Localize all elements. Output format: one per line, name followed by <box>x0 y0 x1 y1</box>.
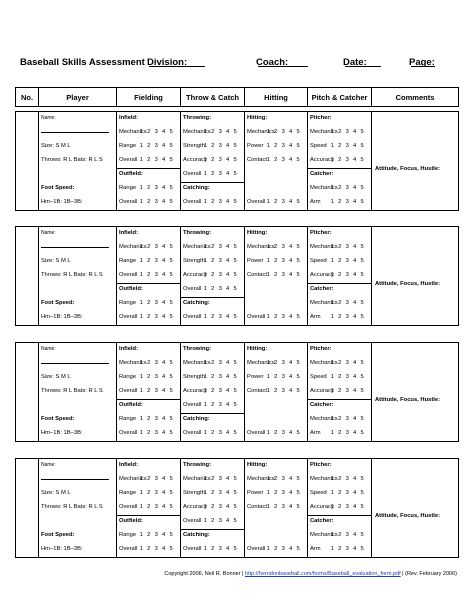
rating-scale[interactable]: 1 2 3 4 5 <box>330 143 365 149</box>
catcher-label: Catcher: <box>310 402 334 408</box>
pitcher-mechanics-rating[interactable]: Mechanics 1 2 3 4 5 <box>310 360 365 366</box>
fielding-cell <box>117 459 181 558</box>
hitting-contact-rating[interactable]: Contact 1 2 3 4 5 <box>247 388 301 394</box>
throwing-strength-rating[interactable]: Strength 1 2 3 4 5 <box>183 490 238 496</box>
throwing-strength-rating[interactable]: Strength 1 2 3 4 5 <box>183 374 238 380</box>
name-label: Name: <box>41 115 56 121</box>
footer-url-link[interactable]: http://herndonbaseball.com/forms/Baseball_evaluation_form.pdf <box>245 571 401 577</box>
col-no: No. <box>16 88 39 107</box>
foot-speed-label: Foot Speed: <box>41 185 75 191</box>
rating-scale[interactable]: 1 2 3 4 5 <box>139 546 174 552</box>
catcher-arm-rating[interactable]: Arm 1 2 3 4 5 <box>310 430 365 436</box>
pitcher-mechanics-rating[interactable]: Mechanics 1 2 3 4 5 <box>310 129 365 135</box>
rating-scale[interactable]: 1 2 3 4 5 <box>330 490 365 496</box>
rating-scale[interactable]: 1 2 3 4 5 <box>266 476 301 482</box>
rating-scale[interactable]: 1 2 3 4 5 <box>330 129 365 135</box>
comments-cell <box>372 227 459 326</box>
rating-scale[interactable]: 1 2 3 4 5 <box>139 416 174 422</box>
catcher-mechanics-rating[interactable]: Mechanics 1 2 3 4 5 <box>310 532 365 538</box>
pitcher-accuracy-rating[interactable]: Accuracy 1 2 3 4 5 <box>310 388 365 394</box>
rating-scale[interactable]: 1 2 3 4 5 <box>203 286 238 292</box>
hitting-cell <box>245 343 308 442</box>
rating-scale[interactable]: 1 2 3 4 5 <box>330 258 365 264</box>
rating-scale[interactable]: 1 2 3 4 5 <box>330 300 365 306</box>
rating-scale[interactable]: 1 2 3 4 5 <box>330 504 365 510</box>
throwing-strength-rating[interactable]: Strength 1 2 3 4 5 <box>183 143 238 149</box>
attitude-label: Attitude, Focus, Hustle: <box>375 397 441 403</box>
row-number-cell <box>16 343 39 442</box>
throwing-overall-rating[interactable]: Overall 1 2 3 4 5 <box>183 402 238 408</box>
catcher-arm-rating[interactable]: Arm 1 2 3 4 5 <box>310 199 365 205</box>
catcher-arm-rating[interactable]: Arm 1 2 3 4 5 <box>310 546 365 552</box>
rating-scale[interactable]: 1 2 3 4 5 <box>330 476 365 482</box>
name-input-line[interactable] <box>41 363 109 364</box>
rating-scale[interactable]: 1 2 3 4 5 <box>266 143 301 149</box>
rating-scale[interactable]: 1 2 3 4 5 <box>330 199 365 205</box>
rating-scale[interactable]: 1 2 3 4 5 <box>203 374 238 380</box>
rating-scale[interactable]: 1 2 3 4 5 <box>203 171 238 177</box>
player-cell <box>39 112 117 211</box>
rating-scale[interactable]: 1 2 3 4 5 <box>266 388 301 394</box>
throws-bats-options: Throws: R L Bats: R L S <box>41 504 103 510</box>
hitting-cell <box>245 112 308 211</box>
col-fielding: Fielding <box>117 88 181 107</box>
outfield-range-rating[interactable]: Range 1 2 3 4 5 <box>119 185 174 191</box>
rating-scale[interactable]: 1 2 3 4 5 <box>266 157 301 163</box>
fielding-cell <box>117 227 181 326</box>
rating-scale[interactable]: 1 2 3 4 5 <box>139 314 174 320</box>
hitting-cell <box>245 227 308 326</box>
attitude-label: Attitude, Focus, Hustle: <box>375 166 441 172</box>
pitcher-label: Pitcher: <box>310 462 332 468</box>
pitcher-speed-rating[interactable]: Speed 1 2 3 4 5 <box>310 490 365 496</box>
rating-scale[interactable]: 1 2 3 4 5 <box>203 143 238 149</box>
assessment-block <box>15 111 459 211</box>
throwing-mechanics-rating[interactable]: Mechanics 1 2 3 4 5 <box>183 244 238 250</box>
rating-scale[interactable]: 1 2 3 4 5 <box>266 374 301 380</box>
rating-scale[interactable]: 1 2 3 4 5 <box>203 546 238 552</box>
pitcher-accuracy-rating[interactable]: Accuracy 1 2 3 4 5 <box>310 272 365 278</box>
outfield-overall-rating[interactable]: Overall 1 2 3 4 5 <box>119 430 174 436</box>
fielding-cell <box>117 112 181 211</box>
outfield-overall-rating[interactable]: Overall 1 2 3 4 5 <box>119 199 174 205</box>
rating-scale[interactable]: 1 2 3 4 5 <box>330 185 365 191</box>
row-number-cell <box>16 112 39 211</box>
throwing-strength-rating[interactable]: Strength 1 2 3 4 5 <box>183 258 238 264</box>
size-options: Size: S M L <box>41 374 71 380</box>
size-options: Size: S M L <box>41 490 71 496</box>
comments-cell <box>372 459 459 558</box>
infield-mechanics-rating[interactable]: Mechanics 1 2 3 4 5 <box>119 129 174 135</box>
hitting-overall-rating[interactable]: Overall 1 2 3 4 5 <box>247 314 301 320</box>
rating-scale[interactable]: 1 2 3 4 5 <box>203 272 238 278</box>
throws-bats-options: Throws: R L Bats: R L S <box>41 388 103 394</box>
throws-bats-options: Throws: R L Bats: R L S <box>41 272 103 278</box>
rating-scale[interactable]: 1 2 3 4 5 <box>266 314 301 320</box>
pitcher-accuracy-rating[interactable]: Accuracy 1 2 3 4 5 <box>310 157 365 163</box>
rating-scale[interactable]: 1 2 3 4 5 <box>266 199 301 205</box>
rating-scale[interactable]: 1 2 3 4 5 <box>330 360 365 366</box>
base-times-label: Hm–1B: 1B–3B: <box>41 314 83 320</box>
rating-scale[interactable]: 1 2 3 4 5 <box>266 546 301 552</box>
infield-overall-rating[interactable]: Overall 1 2 3 4 5 <box>119 388 174 394</box>
hitting-power-rating[interactable]: Power 1 2 3 4 5 <box>247 143 301 149</box>
rating-scale[interactable]: 1 2 3 4 5 <box>203 518 238 524</box>
rating-scale[interactable]: 1 2 3 4 5 <box>203 490 238 496</box>
foot-speed-label: Foot Speed: <box>41 300 75 306</box>
rating-scale[interactable]: 1 2 3 4 5 <box>203 504 238 510</box>
catcher-label: Catcher: <box>310 171 334 177</box>
rating-scale[interactable]: 1 2 3 4 5 <box>139 129 174 135</box>
infield-mechanics-rating[interactable]: Mechanics 1 2 3 4 5 <box>119 360 174 366</box>
attitude-label: Attitude, Focus, Hustle: <box>375 281 441 287</box>
hitting-overall-rating[interactable]: Overall 1 2 3 4 5 <box>247 199 301 205</box>
name-input-line[interactable] <box>41 479 109 480</box>
hitting-power-rating[interactable]: Power 1 2 3 4 5 <box>247 490 301 496</box>
throwing-accuracy-rating[interactable]: Accuracy 1 2 3 4 5 <box>183 272 238 278</box>
fielding-cell <box>117 343 181 442</box>
throwing-overall-rating[interactable]: Overall 1 2 3 4 5 <box>183 171 238 177</box>
col-throw-catch: Throw & Catch <box>181 88 245 107</box>
throwing-label: Throwing: <box>183 346 212 352</box>
hitting-contact-rating[interactable]: Contact 1 2 3 4 5 <box>247 157 301 163</box>
division-blank[interactable] <box>149 57 205 67</box>
catching-label: Catching: <box>183 185 210 191</box>
pitcher-label: Pitcher: <box>310 346 332 352</box>
foot-speed-label: Foot Speed: <box>41 532 75 538</box>
rating-scale[interactable]: 1 2 3 4 5 <box>139 504 174 510</box>
pitcher-speed-rating[interactable]: Speed 1 2 3 4 5 <box>310 258 365 264</box>
rating-scale[interactable]: 1 2 3 4 5 <box>330 532 365 538</box>
catching-overall-rating[interactable]: Overall 1 2 3 4 5 <box>183 314 238 320</box>
rating-scale[interactable]: 1 2 3 4 5 <box>139 476 174 482</box>
pitcher-speed-rating[interactable]: Speed 1 2 3 4 5 <box>310 374 365 380</box>
throw-catch-cell <box>181 112 245 211</box>
hitting-cell <box>245 459 308 558</box>
infield-overall-rating[interactable]: Overall 1 2 3 4 5 <box>119 272 174 278</box>
hitting-mechanics-rating[interactable]: Mechanics 1 2 3 4 5 <box>247 129 301 135</box>
infield-range-rating[interactable]: Range 1 2 3 4 5 <box>119 490 174 496</box>
rating-scale[interactable]: 1 2 3 4 5 <box>203 258 238 264</box>
rating-scale[interactable]: 1 2 3 4 5 <box>266 430 301 436</box>
rating-scale[interactable]: 1 2 3 4 5 <box>203 388 238 394</box>
attitude-label: Attitude, Focus, Hustle: <box>375 513 441 519</box>
hitting-contact-rating[interactable]: Contact 1 2 3 4 5 <box>247 504 301 510</box>
rating-scale[interactable]: 1 2 3 4 5 <box>266 129 301 135</box>
hitting-overall-rating[interactable]: Overall 1 2 3 4 5 <box>247 430 301 436</box>
catching-label: Catching: <box>183 300 210 306</box>
throwing-mechanics-rating[interactable]: Mechanics 1 2 3 4 5 <box>183 129 238 135</box>
foot-speed-label: Foot Speed: <box>41 416 75 422</box>
throwing-mechanics-rating[interactable]: Mechanics 1 2 3 4 5 <box>183 476 238 482</box>
pitcher-mechanics-rating[interactable]: Mechanics 1 2 3 4 5 <box>310 244 365 250</box>
rating-scale[interactable]: 1 2 3 4 5 <box>330 314 365 320</box>
outfield-label: Outfield: <box>119 402 143 408</box>
column-header-table <box>15 87 459 107</box>
name-label: Name: <box>41 462 56 468</box>
rating-scale[interactable]: 1 2 3 4 5 <box>203 157 238 163</box>
catching-label: Catching: <box>183 532 210 538</box>
col-comments: Comments <box>372 88 459 107</box>
form-header: Baseball Skills Assessment Division: Coach: Date: Page: <box>20 57 435 68</box>
coach-blank[interactable] <box>258 57 308 67</box>
form-title: Baseball Skills Assessment <box>20 57 145 68</box>
col-pitch-catcher: Pitch & Catcher <box>308 88 372 107</box>
hitting-mechanics-rating[interactable]: Mechanics 1 2 3 4 5 <box>247 244 301 250</box>
base-times-label: Hm–1B: 1B–3B: <box>41 546 83 552</box>
rating-scale[interactable]: 1 2 3 4 5 <box>330 388 365 394</box>
throwing-label: Throwing: <box>183 115 212 121</box>
hitting-label: Hitting: <box>247 115 268 121</box>
date-blank[interactable] <box>345 57 381 67</box>
rating-scale[interactable]: 1 2 3 4 5 <box>266 504 301 510</box>
outfield-label: Outfield: <box>119 286 143 292</box>
outfield-range-rating[interactable]: Range 1 2 3 4 5 <box>119 300 174 306</box>
outfield-overall-rating[interactable]: Overall 1 2 3 4 5 <box>119 314 174 320</box>
infield-range-rating[interactable]: Range 1 2 3 4 5 <box>119 374 174 380</box>
throwing-accuracy-rating[interactable]: Accuracy 1 2 3 4 5 <box>183 388 238 394</box>
throwing-overall-rating[interactable]: Overall 1 2 3 4 5 <box>183 286 238 292</box>
infield-mechanics-rating[interactable]: Mechanics 1 2 3 4 5 <box>119 476 174 482</box>
throwing-accuracy-rating[interactable]: Accuracy 1 2 3 4 5 <box>183 157 238 163</box>
footer: Copyright 2006, Neil R. Bonner | http://herndonbaseball.com/forms/Baseball_evaluation_form.pdf | (Rev. February 2006) <box>164 571 457 577</box>
rating-scale[interactable]: 1 2 3 4 5 <box>330 272 365 278</box>
throw-catch-cell <box>181 343 245 442</box>
rating-scale[interactable]: 1 2 3 4 5 <box>139 360 174 366</box>
rating-scale[interactable]: 1 2 3 4 5 <box>139 532 174 538</box>
rating-scale[interactable]: 1 2 3 4 5 <box>139 300 174 306</box>
infield-overall-rating[interactable]: Overall 1 2 3 4 5 <box>119 504 174 510</box>
rating-scale[interactable]: 1 2 3 4 5 <box>139 199 174 205</box>
catcher-mechanics-rating[interactable]: Mechanics 1 2 3 4 5 <box>310 300 365 306</box>
hitting-power-rating[interactable]: Power 1 2 3 4 5 <box>247 258 301 264</box>
base-times-label: Hm–1B: 1B–3B: <box>41 199 83 205</box>
rating-scale[interactable]: 1 2 3 4 5 <box>330 546 365 552</box>
name-label: Name: <box>41 230 56 236</box>
name-label: Name: <box>41 346 56 352</box>
hitting-overall-rating[interactable]: Overall 1 2 3 4 5 <box>247 546 301 552</box>
rating-scale[interactable]: 1 2 3 4 5 <box>139 374 174 380</box>
row-number-cell <box>16 459 39 558</box>
catcher-arm-rating[interactable]: Arm 1 2 3 4 5 <box>310 314 365 320</box>
rating-scale[interactable]: 1 2 3 4 5 <box>139 430 174 436</box>
infield-overall-rating[interactable]: Overall 1 2 3 4 5 <box>119 157 174 163</box>
comments-cell <box>372 112 459 211</box>
pitch-catcher-cell <box>308 343 372 442</box>
rating-scale[interactable]: 1 2 3 4 5 <box>139 185 174 191</box>
row-number-cell <box>16 227 39 326</box>
catching-overall-rating[interactable]: Overall 1 2 3 4 5 <box>183 546 238 552</box>
catcher-label: Catcher: <box>310 286 334 292</box>
rating-scale[interactable]: 1 2 3 4 5 <box>330 416 365 422</box>
assessment-block <box>15 226 459 326</box>
hitting-contact-rating[interactable]: Contact 1 2 3 4 5 <box>247 272 301 278</box>
pitch-catcher-cell <box>308 459 372 558</box>
throw-catch-cell <box>181 459 245 558</box>
assessment-block <box>15 342 459 442</box>
outfield-range-rating[interactable]: Range 1 2 3 4 5 <box>119 416 174 422</box>
infield-range-rating[interactable]: Range 1 2 3 4 5 <box>119 143 174 149</box>
pitcher-speed-rating[interactable]: Speed 1 2 3 4 5 <box>310 143 365 149</box>
catcher-mechanics-rating[interactable]: Mechanics 1 2 3 4 5 <box>310 185 365 191</box>
infield-mechanics-rating[interactable]: Mechanics 1 2 3 4 5 <box>119 244 174 250</box>
rating-scale[interactable]: 1 2 3 4 5 <box>330 157 365 163</box>
rating-scale[interactable]: 1 2 3 4 5 <box>139 258 174 264</box>
hitting-mechanics-rating[interactable]: Mechanics 1 2 3 4 5 <box>247 476 301 482</box>
rating-scale[interactable]: 1 2 3 4 5 <box>139 490 174 496</box>
rating-scale[interactable]: 1 2 3 4 5 <box>203 476 238 482</box>
rating-scale[interactable]: 1 2 3 4 5 <box>203 360 238 366</box>
catching-overall-rating[interactable]: Overall 1 2 3 4 5 <box>183 199 238 205</box>
assessment-block <box>15 458 459 558</box>
outfield-range-rating[interactable]: Range 1 2 3 4 5 <box>119 532 174 538</box>
player-cell <box>39 343 117 442</box>
rating-scale[interactable]: 1 2 3 4 5 <box>266 258 301 264</box>
hitting-label: Hitting: <box>247 230 268 236</box>
catching-overall-rating[interactable]: Overall 1 2 3 4 5 <box>183 430 238 436</box>
rating-scale[interactable]: 1 2 3 4 5 <box>203 199 238 205</box>
rating-scale[interactable]: 1 2 3 4 5 <box>266 360 301 366</box>
col-hitting: Hitting <box>245 88 308 107</box>
player-cell <box>39 459 117 558</box>
rating-scale[interactable]: 1 2 3 4 5 <box>139 388 174 394</box>
rating-scale[interactable]: 1 2 3 4 5 <box>139 272 174 278</box>
infield-label: Infield: <box>119 462 138 468</box>
infield-range-rating[interactable]: Range 1 2 3 4 5 <box>119 258 174 264</box>
rating-scale[interactable]: 1 2 3 4 5 <box>139 157 174 163</box>
comments-cell <box>372 343 459 442</box>
hitting-power-rating[interactable]: Power 1 2 3 4 5 <box>247 374 301 380</box>
throwing-overall-rating[interactable]: Overall 1 2 3 4 5 <box>183 518 238 524</box>
infield-label: Infield: <box>119 115 138 121</box>
player-cell <box>39 227 117 326</box>
size-options: Size: S M L <box>41 143 71 149</box>
pitch-catcher-cell <box>308 227 372 326</box>
hitting-label: Hitting: <box>247 462 268 468</box>
pitch-catcher-cell <box>308 112 372 211</box>
infield-label: Infield: <box>119 230 138 236</box>
page-blank[interactable] <box>411 57 435 67</box>
rating-scale[interactable]: 1 2 3 4 5 <box>203 129 238 135</box>
rating-scale[interactable]: 1 2 3 4 5 <box>266 244 301 250</box>
throwing-label: Throwing: <box>183 230 212 236</box>
throw-catch-cell <box>181 227 245 326</box>
rating-scale[interactable]: 1 2 3 4 5 <box>330 374 365 380</box>
outfield-overall-rating[interactable]: Overall 1 2 3 4 5 <box>119 546 174 552</box>
outfield-label: Outfield: <box>119 518 143 524</box>
throwing-mechanics-rating[interactable]: Mechanics 1 2 3 4 5 <box>183 360 238 366</box>
catching-label: Catching: <box>183 416 210 422</box>
name-input-line[interactable] <box>41 247 109 248</box>
rating-scale[interactable]: 1 2 3 4 5 <box>266 490 301 496</box>
throwing-accuracy-rating[interactable]: Accuracy 1 2 3 4 5 <box>183 504 238 510</box>
catcher-label: Catcher: <box>310 518 334 524</box>
pitcher-accuracy-rating[interactable]: Accuracy 1 2 3 4 5 <box>310 504 365 510</box>
size-options: Size: S M L <box>41 258 71 264</box>
name-input-line[interactable] <box>41 132 109 133</box>
throws-bats-options: Throws: R L Bats: R L S <box>41 157 103 163</box>
hitting-mechanics-rating[interactable]: Mechanics 1 2 3 4 5 <box>247 360 301 366</box>
pitcher-mechanics-rating[interactable]: Mechanics 1 2 3 4 5 <box>310 476 365 482</box>
pitcher-label: Pitcher: <box>310 115 332 121</box>
col-player: Player <box>39 88 117 107</box>
infield-label: Infield: <box>119 346 138 352</box>
rating-scale[interactable]: 1 2 3 4 5 <box>266 272 301 278</box>
rating-scale[interactable]: 1 2 3 4 5 <box>139 143 174 149</box>
rating-scale[interactable]: 1 2 3 4 5 <box>203 430 238 436</box>
hitting-label: Hitting: <box>247 346 268 352</box>
rating-scale[interactable]: 1 2 3 4 5 <box>203 244 238 250</box>
rating-scale[interactable]: 1 2 3 4 5 <box>203 402 238 408</box>
rating-scale[interactable]: 1 2 3 4 5 <box>330 244 365 250</box>
throwing-label: Throwing: <box>183 462 212 468</box>
rating-scale[interactable]: 1 2 3 4 5 <box>139 244 174 250</box>
rating-scale[interactable]: 1 2 3 4 5 <box>203 314 238 320</box>
pitcher-label: Pitcher: <box>310 230 332 236</box>
outfield-label: Outfield: <box>119 171 143 177</box>
rating-scale[interactable]: 1 2 3 4 5 <box>330 430 365 436</box>
base-times-label: Hm–1B: 1B–3B: <box>41 430 83 436</box>
catcher-mechanics-rating[interactable]: Mechanics 1 2 3 4 5 <box>310 416 365 422</box>
